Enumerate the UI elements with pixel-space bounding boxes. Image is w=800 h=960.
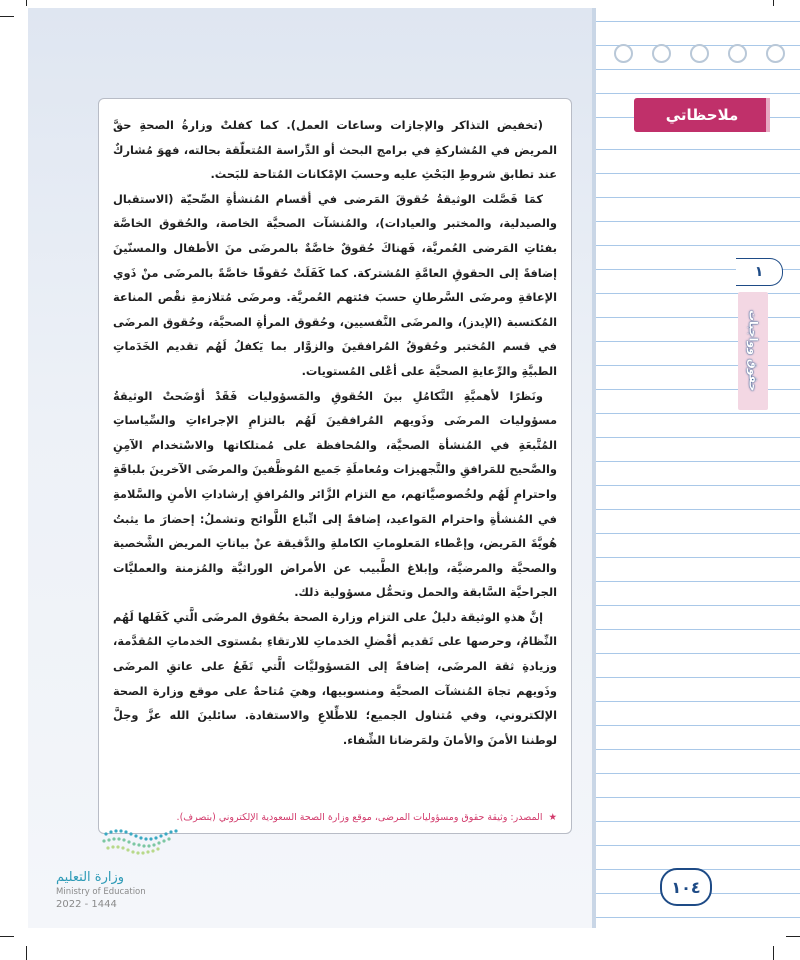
paragraph-conclusion: إنَّ هذهِ الوثيقة دليلٌ على التزام وزارة الصحة بحُقوق المرضَى الَّتي كَفَلها لَهُم النِّظامُ، وحرصها على تَقديم أفْضلِ الخدماتِ للارتقاءِ بمُستوى الخدماتِ المُقدَّمة، وزيادةِ ثقة المرضَى، إضافةً إلى المَسؤوليَّات الَّتي تَقَعُ على عاتقِ المرضَى وذَويهم تجاهَ المُنشآت الصحيَّة ومنسوبيها، وهيَ مُتاحةٌ على موقع وزارة الصحة الإلكتروني، وفي مُتناول الجميع؛ للاطِّلاعِ والاستفادة. سائلينَ الله عزَّ وجلَّ لوطننا الأمنَ والأمانَ ولمَرضانا الشِّفاء. <box>113 609 557 747</box>
chapter-side-tab <box>738 292 768 410</box>
article-text <box>113 113 557 752</box>
edition-year: 2022 - 1444 <box>56 899 117 910</box>
unit-number-badge: ١ <box>736 258 783 286</box>
source-citation <box>117 812 557 823</box>
paragraph-patient-rights: كمَا فَصَّلت الوثيقةُ حُقوقَ المَرضى في أقسام المُنشأةِ الصِّحيّة (الاستقبال والصيدلية، والمختبر والعيادات)، والمُنشآت الصحيَّة الخاصة، والحُقوق الخاصَّة بفئاتِ المَرضى العُمريَّة، فَهناكَ حُقوقٌ خاصَّةٌ بالمرضَى منَ الأطفال والمسنّينَ إضافةً إلى الحقوقِ العامَّةِ المُشتركة. كما كَفَلَتْ حُقوقًا خاصَّةً بالمرضَى منْ ذَوي الإعاقةِ ومرضَى السَّرطانِ حسبَ فئتهم العُمريَّة. ومرضَى مُتلازمةِ نقْص المناعة المُكتسبة (الإيدز)، والمرضَى النَّفسيين، وحُقوق المرأةِ الصحيَّة، وحُقوق المرضَى في قسم المُختبر وحُقوقُ المُرافقينَ والزوَّار بما يَكفلُ لَهُم تقديم الخَدَماتِ الطبيَّةِ والرِّعايةِ الصحيَّة على أعْلى المُستويات. <box>113 191 557 378</box>
page-number: ١٠٤ <box>660 868 712 906</box>
crop-mark <box>773 0 774 6</box>
notes-tab: ملاحظاتي <box>634 98 770 132</box>
page-spine <box>592 8 596 928</box>
source-text: المصدر: وثيقة حقوق ومسؤوليات المرضى، موقع وزارة الصحة السعودية الإلكتروني (بتصرف). <box>176 812 543 823</box>
ring-icon <box>766 44 785 63</box>
crop-mark <box>773 946 774 960</box>
ring-icon <box>728 44 747 63</box>
crop-mark <box>26 0 27 6</box>
paragraph-responsibilities: ونَظرًا لأهميَّةِ التَّكامُلِ بينَ الحُقوقِ والمَسؤوليات فَقَدْ أوْضَحتْ الوثيقةُ مسؤوليات المرضَى وذَويهم المُرافقينَ لَهُم بالتزامِ الإجراءاتِ والسِّياساتِ المُتَّبعَةِ في المُنشأة الصحيَّة، والمُحافظة على مُمتلكاتها والاسْتخدام الآمِنِ والصَّحيح للمَرافقِ والتَّجهيزات ومُعاملَةِ جَميع المُوظَّفينَ والمرضَى الآخرينَ بلباقَةٍ واحترامٍ لَهُم ولخُصوصيَّاتهم، مع التزام الزَّائر والمُرافقِ إرشاداتِ الأمنِ والسَّلامةِ في المُنشأةِ واحترام المَواعيد، إضافةً إلى اتِّباع اللَّوائح وتشملُ: إحضارَ ما يثبتُ هُويَّةَ المَريض، وإعْطاء المَعلوماتِ الكاملةِ والدَّقيقة عنْ بياناتِ المريض الشَّخصية والصحيَّة والمرضيَّة، وإبلاغ الطَّبيب عن الأمراض الوراثيَّة والمُزمنة والعمليَّات الجراحيَّة السَّابقة والحمل وتحمُّل مسؤولية ذلك. <box>113 388 557 600</box>
ministry-name-en: Ministry of Education <box>56 887 146 897</box>
crop-mark <box>26 946 27 960</box>
ministry-branding <box>56 870 176 910</box>
chapter-side-label: حقوق وواجبات <box>746 310 760 392</box>
ministry-logo-dots <box>100 826 190 860</box>
notes-page <box>592 8 800 928</box>
article-box <box>98 98 572 834</box>
ring-icon <box>690 44 709 63</box>
ring-icon <box>652 44 671 63</box>
binder-rings <box>614 44 790 66</box>
crop-mark <box>0 16 14 17</box>
star-icon: ★ <box>548 812 557 823</box>
paragraph-continuation: (تخفيض التذاكر والإجازات وساعات العمل). كما كفلتْ وزارةُ الصحةِ حقَّ المريض في المُشاركةِ في برامج البحث أو الدِّراسة المُتعلّقة بحالته، فهوَ مُشاركٌ عند تطابق شروطِ البَحْثِ عليه وحسبَ الإمْكانات المُتاحة للبَحث. <box>113 118 557 182</box>
crop-mark <box>786 936 800 937</box>
ring-icon <box>614 44 633 63</box>
ministry-name-ar: وزارة التعليم <box>56 870 125 885</box>
crop-mark <box>0 936 14 937</box>
